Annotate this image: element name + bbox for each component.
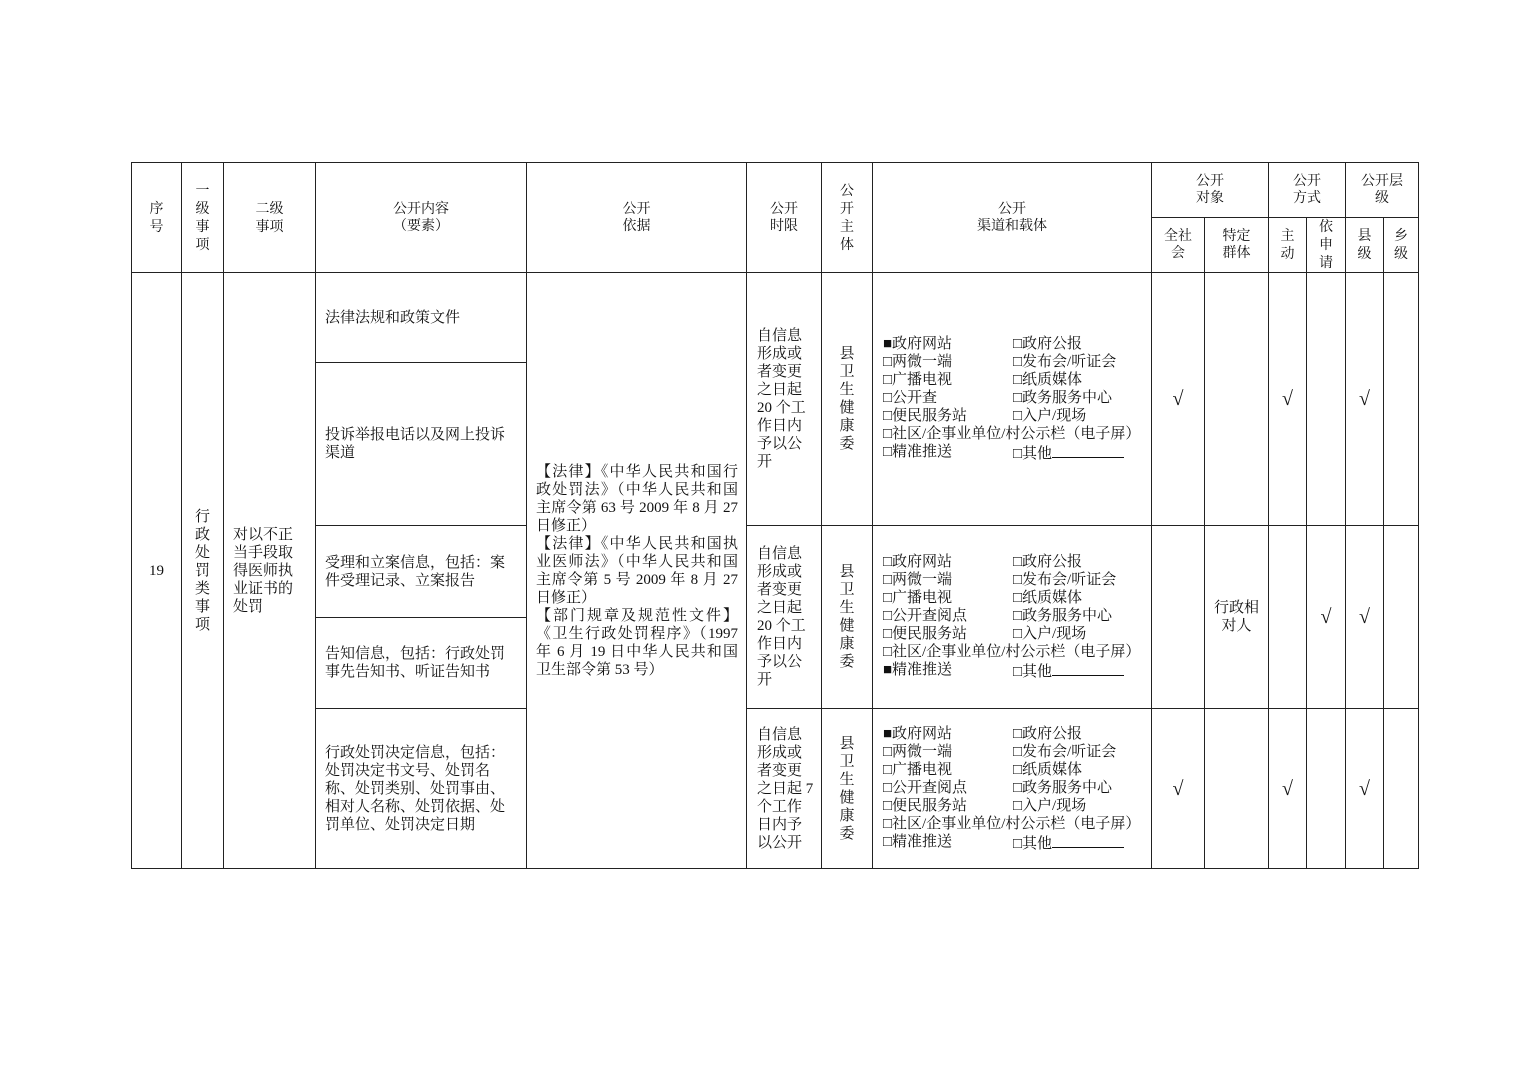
channel-option-other: □其他 (1013, 833, 1124, 853)
content-item: 行政处罚决定信息，包括：处罚决定书文号、处罚名称、处罚类别、处罚事由、相对人名称、处罚依据、处罚单位、处罚决定日期 (316, 709, 527, 869)
level-county-mark: √ (1346, 273, 1384, 526)
method-active-mark: √ (1269, 273, 1307, 526)
channel-option: □发布会/听证会 (1013, 572, 1117, 588)
channel-option: □政务服务中心 (1013, 608, 1113, 624)
channel-option: □政务服务中心 (1013, 779, 1113, 796)
channel-option: □纸质媒体 (1013, 372, 1083, 388)
basis-item: 【法律】《中华人民共和国执业医师法》（中华人民共和国主席令第 5 号 2009 年 8 月 27 日修正） (536, 535, 738, 606)
header-target-specific: 特定 群体 (1205, 218, 1269, 273)
basis-item: 【法律】《中华人民共和国行政处罚法》（中华人民共和国主席令第 63 号 2009 年 8 月 27 日修正） (536, 463, 738, 534)
channel-option: □社区/企事业单位/村公示栏（电子屏） (883, 815, 1141, 832)
header-level-county: 县级 (1346, 218, 1384, 273)
channel-option: ■政府网站 (883, 336, 953, 352)
channel-option: □纸质媒体 (1013, 590, 1083, 606)
method-request-mark (1307, 273, 1346, 526)
level-township-mark (1384, 273, 1419, 526)
subject: 县卫生健康委 (822, 709, 873, 869)
channel-option: □便民服务站 (883, 797, 968, 814)
channel-option: □社区/企事业单位/村公示栏（电子屏） (883, 426, 1141, 442)
level-county-mark: √ (1346, 709, 1384, 869)
target-specific-cell (1205, 709, 1269, 869)
content-item: 法律法规和政策文件 (316, 273, 527, 363)
channel-option: □政府网站 (883, 554, 953, 570)
channel-option-other: □其他 (1013, 661, 1124, 681)
fill-in-blank (1052, 443, 1124, 458)
channel-option: □公开查 (883, 390, 938, 406)
header-channel: 公开 渠道和载体 (873, 163, 1152, 273)
disclosure-table-sheet (131, 162, 1418, 873)
channel-option: □入户/现场 (1013, 626, 1087, 642)
channel-option: □发布会/听证会 (1013, 743, 1117, 760)
subject: 县卫生健康委 (822, 526, 873, 709)
method-request-mark (1307, 709, 1346, 869)
header-subject: 公开主体 (822, 163, 873, 273)
channel-option: □广播电视 (883, 761, 953, 778)
channel-option: □精准推送 (883, 444, 953, 460)
target-all-mark: √ (1152, 273, 1205, 526)
channel-option: □入户/现场 (1013, 797, 1087, 814)
level-township-mark (1384, 526, 1419, 709)
channel-list (873, 526, 1152, 709)
channel-option: □公开查阅点 (883, 608, 968, 624)
channel-option: □两微一端 (883, 572, 953, 588)
channel-option: □便民服务站 (883, 408, 968, 424)
header-seq: 序号 (132, 163, 182, 273)
level-township-mark (1384, 709, 1419, 869)
header-basis: 公开 依据 (527, 163, 747, 273)
row-level2: 对以不正当手段取得医师执业证书的处罚 (224, 273, 316, 869)
channel-option: □政府公报 (1013, 336, 1083, 352)
header-content: 公开内容 （要素） (316, 163, 527, 273)
header-level-township: 乡级 (1384, 218, 1419, 273)
channel-option: ■精准推送 (883, 662, 953, 678)
time-limit: 自信息形成或者变更之日起 20 个工作日内予以公开 (747, 273, 822, 526)
header-target-all: 全社 会 (1152, 218, 1205, 273)
level-county-mark: √ (1346, 526, 1384, 709)
time-limit: 自信息形成或者变更之日起 20 个工作日内予以公开 (747, 526, 822, 709)
header-method: 公开 方式 (1269, 163, 1346, 218)
subject: 县卫生健康委 (822, 273, 873, 526)
table-row (132, 526, 1419, 618)
channel-option: □精准推送 (883, 833, 953, 850)
channel-option: □纸质媒体 (1013, 761, 1083, 778)
content-item: 告知信息，包括：行政处罚事先告知书、听证告知书 (316, 618, 527, 709)
channel-option: □政务服务中心 (1013, 390, 1113, 406)
channel-option: □入户/现场 (1013, 408, 1087, 424)
channel-option: □便民服务站 (883, 626, 968, 642)
method-active-mark (1269, 526, 1307, 709)
header-target: 公开 对象 (1152, 163, 1269, 218)
header-level: 公开层 级 (1346, 163, 1419, 218)
header-method-request: 依申请 (1307, 218, 1346, 273)
method-request-mark: √ (1307, 526, 1346, 709)
target-all-mark: √ (1152, 709, 1205, 869)
channel-list (873, 709, 1152, 869)
target-all-mark (1152, 526, 1205, 709)
channel-option: □公开查阅点 (883, 779, 968, 796)
method-active-mark: √ (1269, 709, 1307, 869)
table-row (132, 709, 1419, 869)
time-limit: 自信息形成或者变更之日起 7 个工作日内予以公开 (747, 709, 822, 869)
fill-in-blank (1052, 661, 1124, 676)
table-row (132, 273, 1419, 363)
channel-option: □政府公报 (1013, 725, 1083, 742)
row-basis (527, 273, 747, 869)
header-row-1 (132, 163, 1419, 218)
header-method-active: 主动 (1269, 218, 1307, 273)
channel-list (873, 273, 1152, 526)
channel-option: □发布会/听证会 (1013, 354, 1117, 370)
content-item: 受理和立案信息，包括：案件受理记录、立案报告 (316, 526, 527, 618)
row-seq: 19 (132, 273, 182, 869)
target-specific-cell: 行政相对人 (1205, 526, 1269, 709)
content-item: 投诉举报电话以及网上投诉渠道 (316, 363, 527, 526)
fill-in-blank (1052, 833, 1124, 848)
basis-item: 【部门规章及规范性文件】《卫生行政处罚程序》（1997 年 6 月 19 日中华人民共和国卫生部令第 53 号） (536, 607, 738, 678)
header-level1: 一级事项 (182, 163, 224, 273)
target-specific-cell (1205, 273, 1269, 526)
channel-option: □社区/企事业单位/村公示栏（电子屏） (883, 644, 1141, 660)
channel-option: □广播电视 (883, 590, 953, 606)
header-time-limit: 公开 时限 (747, 163, 822, 273)
channel-option: □两微一端 (883, 743, 953, 760)
channel-option: □广播电视 (883, 372, 953, 388)
header-level2: 二级事项 (224, 163, 316, 273)
channel-option: □政府公报 (1013, 554, 1083, 570)
channel-option: ■政府网站 (883, 725, 953, 742)
disclosure-standard-table (131, 162, 1419, 869)
channel-option-other: □其他 (1013, 443, 1124, 463)
channel-option: □两微一端 (883, 354, 953, 370)
row-level1: 行政处罚类事项 (182, 273, 224, 869)
